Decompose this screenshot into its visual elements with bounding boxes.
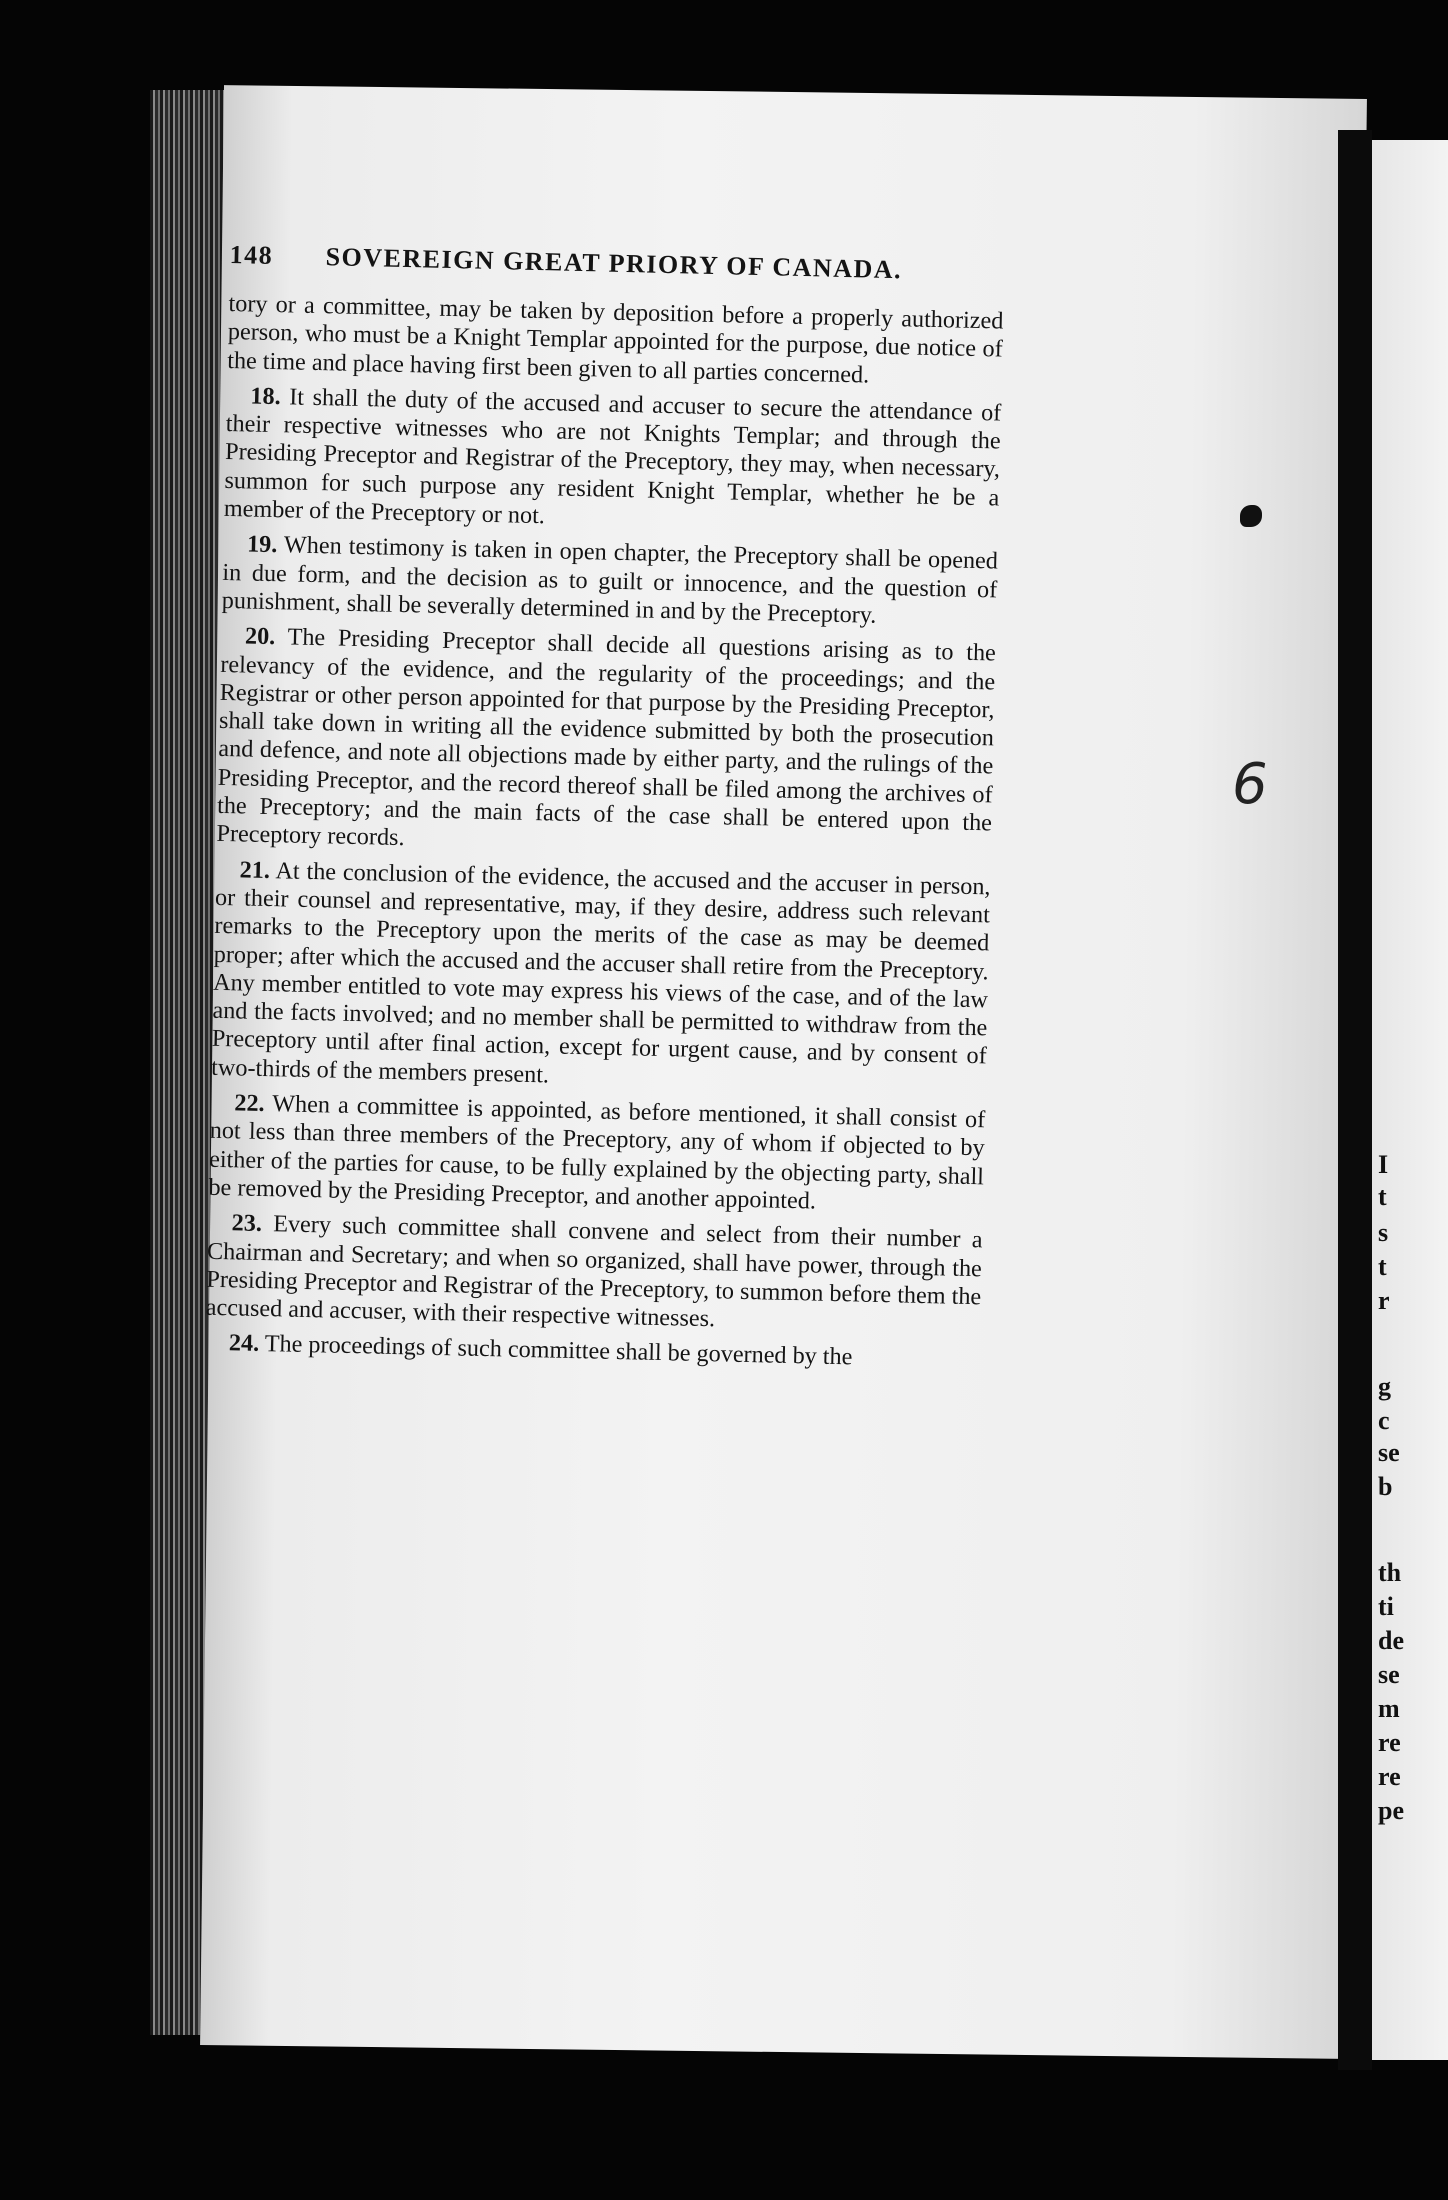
facing-page-fragment: t xyxy=(1378,1252,1387,1281)
section-number: 20. xyxy=(244,622,276,651)
running-title: SOVEREIGN GREAT PRIORY OF CANADA. xyxy=(325,242,903,285)
paragraph-text: tory or a committee, may be taken by deposition before a properly authorized person, who must be a Knight Templar appointed for the purpose, due notice of the time and place having first been given to all parties concerned. xyxy=(226,289,1004,389)
section-number: 23. xyxy=(231,1209,263,1238)
facing-page xyxy=(1372,140,1448,2060)
facing-page-fragment: re xyxy=(1378,1762,1401,1791)
section-22 xyxy=(208,1089,985,1220)
facing-page-fragment: m xyxy=(1378,1694,1400,1723)
facing-page-fragment: g xyxy=(1378,1372,1391,1401)
facing-page-fragment: s xyxy=(1378,1218,1389,1247)
facing-page-fragment: r xyxy=(1378,1286,1390,1315)
facing-page-fragment: se xyxy=(1378,1438,1400,1467)
paragraph-text: It shall the duty of the accused and accuser to secure the attendance of their respective witnesses who are not Knights Templar; and through the Presiding Preceptor and Registrar of the Preceptory, they may, when necessary, summon for such purpose any resident Knight Templar, whether he be a member of the Preceptory or not. xyxy=(223,383,1002,530)
paragraph-text: The Presiding Preceptor shall decide all questions arising as to the relevancy of the evidence, and the regularity of the proceedings; and the Registrar or other person appointed for that purpose by the Presiding Preceptor, shall take down in writing all the evidence submitted by both the prosecution and defence, and note all objections made by either party, and the rulings of the Presiding Preceptor, and the record thereof shall be filed among the archives of the Preceptory; and the main facts of the case shall be entered upon the Preceptory records. xyxy=(216,623,997,852)
paragraph-text: The proceedings of such committee shall be governed by the xyxy=(264,1330,853,1371)
binding-gutter xyxy=(1338,130,1372,2070)
paragraph-text: When a committee is appointed, as before mentioned, it shall consist of not less than three members of the Preceptory, any of whom if objected to by either of the parties for cause, to be fully explained by the objecting party, shall be removed by the Presiding Preceptor, and another appointed. xyxy=(208,1090,986,1215)
section-number: 19. xyxy=(246,530,278,559)
section-number: 22. xyxy=(234,1089,265,1118)
facing-page-fragment: th xyxy=(1378,1558,1402,1587)
section-23 xyxy=(205,1209,982,1340)
paragraph-text: When testimony is taken in open chapter, the Preceptory shall be opened in due form, and the decision as to guilt or innocence, and the question of punishment, shall be severally determined in and by the Preceptory. xyxy=(221,531,999,629)
ink-blot xyxy=(1240,505,1262,527)
paragraph-continuation xyxy=(227,290,1004,392)
facing-page-fragment: de xyxy=(1378,1626,1404,1655)
facing-page-fragment: c xyxy=(1378,1406,1390,1435)
section-number: 18. xyxy=(250,382,282,411)
facing-page-fragment: ti xyxy=(1378,1592,1394,1621)
facing-page-fragment: b xyxy=(1378,1472,1393,1501)
facing-page-fragment: t xyxy=(1378,1182,1387,1211)
paragraph-text: At the conclusion of the evidence, the accused and the accuser in person, or their counsel and representative, may, if they desire, address such relevant remarks to the Preceptory upon the merits of the case as may be deemed proper; after which the accused and the accuser shall retire from the Preceptory. Any member entitled to vote may express his views of the case, and of the law and the facts involved; and no member shall be permitted to withdraw from the Preceptory until after final action, except for urgent cause, and by consent of two-thirds of the members present. xyxy=(210,856,991,1089)
facing-page-fragment: re xyxy=(1378,1728,1401,1757)
section-19 xyxy=(221,530,998,632)
section-18 xyxy=(224,382,1002,541)
page-content xyxy=(204,240,1004,1382)
section-20 xyxy=(216,622,996,866)
section-number: 24. xyxy=(228,1329,260,1358)
section-number: 21. xyxy=(239,856,271,884)
page-number: 148 xyxy=(229,240,274,270)
facing-page-fragment: pe xyxy=(1378,1796,1404,1825)
paragraph-text: Every such committee shall convene and select from their number a Chairman and Secretary; and when so organized, shall have power, through the Presiding Preceptor and Registrar of the Preceptory, to summon before them the accused and accuser, with their respective witnesses. xyxy=(205,1210,983,1333)
facing-page-fragment: se xyxy=(1378,1660,1400,1689)
facing-page-fragment: I xyxy=(1378,1150,1389,1179)
section-21 xyxy=(211,855,991,1099)
handwritten-margin-note: 6 xyxy=(1232,752,1268,817)
